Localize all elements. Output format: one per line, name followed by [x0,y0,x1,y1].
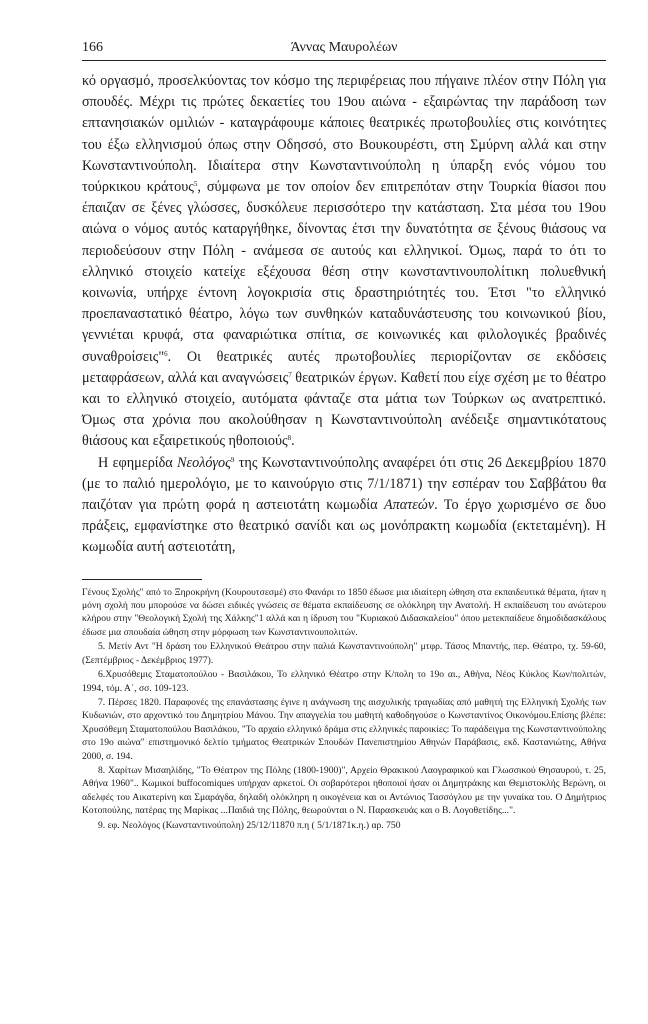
footnote-divider [82,579,202,580]
body-text-segment: της Κωνσταντινούπολης αναφέρει ότι στις 26 Δεκεμβρίου 1870 (με το παλιό ημερολόγιο, με το καινούργιο στις 7/1/1871) την εσπέραν του Σαββάτου θα παιζόταν για πρώτη φορά η αστειοτάτη κωμωδία [82,454,606,514]
footnote-9: 9. εφ. Νεολόγος (Κωνσταντινούπολη) 25/12/11870 π.η ( 5/1/1871κ.η.) αρ. 750 [98,819,401,831]
page-number: 166 [82,40,103,55]
footnote-ref-7[interactable]: 7 [288,370,292,379]
footnote-7: 7. Πέρσες 1820. Παραφονές της επανάστασης έγινε η ανάγνωση της αισχυλικής τραγωδίας από μαθητή της Ελληνική Σχολής των Κυδωνιών, στο αρχοντικό του Δημητρίου Μάνου. Την απαγγελία του μαθητή καθοδηγούσε ο Κωνσταντίνος Οικονόμου.Επίσης βλέπε: Χρυσόθεμη Σταματοπούλου Βασιλάκου, "Το αρχαίο ελληνικό δράμα στις ελληνικές παροικίες: Το παράδειγμα της Κωνσταντινούπολης στο 19ο αιώνα" επιστημονικό δελτίο τμήματος Θεατρικών Σπουδών Πανεπιστημίου Αθηνών Παράβασις, εκδ. Καστανιώτης, Αθήνα 2000, σ. 194. [82,696,606,762]
play-title: Απατεών [383,497,435,514]
footnote-ref-8[interactable]: 8 [287,434,292,443]
footnote-5: 5. Μετίν Αντ "Η δράση του Ελληνικού Θεάτρου στην παλιά Κωνσταντινούπολη" μτφρ. Τάσος Μπαντής, περ. Θέατρο, τχ. 59-60, (Σεπτέμβριος - Δεκέμβριος 1977). [82,641,606,666]
body-text-segment: κό οργασμό, προσελκύοντας τον κόσμο της περιφέρειας που πήγαινε πλέον στην Πόλη για σπουδές. Μέχρι τις πρώτες δεκαετίες του 19ου αιώνα - εξαιρώντας την παράδοση των επτανησιακών ομιλιών - καταγράφουμε κάποιες θεατρικές πρωτοβουλίες στις κοινότητες του έξω ελληνισμού όπως στην Οδησσό, στο Βουκουρέστι, στη Σμύρνη αλλά και στην Κωνσταντινούπολη. Ιδιαίτερα στην Κωνσταντινούπολη η ύπαρξη ενός νόμου του τούρκικου κράτους [82,73,606,196]
page [82,40,606,833]
body-text-segment: . Το έργο χωρισμένο σε δυο πράξεις, εμφανίστηκε στο θεατρικό σανίδι και ως μονόπρακτη κωμωδία (εκτεταμένη). Η κωμωδία αυτή αστειοτάτη, [82,497,606,556]
body-text-segment: Η εφημερίδα [98,454,178,471]
running-head [82,40,606,61]
body-text-segment: . Οι θεατρικές αυτές πρωτοβουλίες περιορίζονταν σε εκδόσεις μεταφράσεων, αλλά και αναγνώσεις [82,348,606,386]
footnote-ref-6[interactable]: 6 [164,349,168,358]
footnote-8: 8. Χαρίτων Μισαηλίδης, "Το Θέατρον της Πόλης (1800-1900)", Αρχείο Θρακικού Λαογραφικού και Γλωσσικού Θησαυρού, τ. 25, Αθήνα 1960".. Κωμικοί buffocomiques υπήρχαν αρκετοί. Οι σοβαρότεροι ηθοποιοί ήσαν οι Δημητράκης και Θεμιστοκλής Βερώνη, οι αδελφές του Αικατερίνη και Σμαράγδα, δηλαδή ολόκληρη η οικογένεια και οι Αντώνιος Τασσόγλου με την γυναίκα του. Ο Δημήτριος Κοτοπούλης, πατέρας της Μαρίκας ...Παιδιά της Πόλης, θεωρούνται ο Ν. Παρασκευάς και ο Β. Λογοθετίδης...". [82,764,606,817]
body-text-segment: θεατρικών έργων. Καθετί που είχε σχέση με το θέατρο και το ελληνικό στοιχείο, αυτόματα φάνταζε στα μάτια των Τούρκων ως ανατρεπτικό. Όμως στα χρόνια που ακολούθησαν η Κωνσταντινούπολη ανέδειξε σημαντικότατους θιάσους και εξαιρετικούς ηθοποιούς [82,369,606,450]
body-paragraph-1 [82,71,606,453]
running-title: Άννας Μαυρολέων [290,40,398,55]
footnote-ref-5[interactable]: 5 [193,180,198,189]
footnote-ref-9[interactable]: 9 [230,455,235,464]
body-text [82,71,606,559]
body-paragraph-2 [82,453,606,559]
footnote-6: 6.Χρυσόθεμις Σταματοπούλου - Βασιλάκου, Το ελληνικό Θέατρο στην Κ/πολη το 19ο αι., Αθήνα, Νέος Κύκλος Κων/πολιτών, 1994, τόμ. Α΄, σσ. 109-123. [82,669,606,694]
body-text-segment: , σύμφωνα με τον οποίον δεν επιτρεπόταν στην Τουρκία θίασοι που έπαιζαν σε ξένες γλώσσες, δυσκόλευε περισσότερο την κατάσταση. Στα μέσα του 19ου αιώνα ο νόμος αυτός καταργήθηκε, δίνοντας έτσι την δυνατότητα σε ξένους θιάσους να περιοδεύσουν στην Πόλη - ανάμεσα σε αυτούς και ελληνικοί. Όμως, παρά το ότι το ελληνικό στοιχείο κατείχε εξέχουσα θέση στην κωνσταντινουπολίτικη πολυεθνική κοινωνία, υπήρχε έντονη λογοκρισία στις δραστηριότητές του. Έτσι "το ελληνικό προεπαναστατικό θέατρο, λόγω των συνθηκών καταδυνάστευσης του κοινωνικού βίου, γεννιέται κρυφά, στα φαναριώτικα σπίτια, σε κοινωνικές και φιλολογικές βραδινές συναθροίσεις" [82,179,606,365]
footnotes [82,586,606,832]
newspaper-title: Νεολόγος [177,454,231,471]
body-text-segment: . [291,433,295,450]
footnote-4-continued: Γένους Σχολής" από το Ξηροκρήνη (Κουρουτσεσμέ) στο Φανάρι το 1850 έδωσε μια ιδιαίτερη ώθηση στα εκπαιδευτικά θέματα, ήταν η μόνη σχολή που μπορούσε να δώσει ειδικές γνώσεις σε θέματα εκπαίδευσης σε ολόκληρη την Ανατολή. Η εκπαίδευση του ανώτερου κλήρου στην "Θεολογική Σχολή της Χάλκης"1 αλλά και η ίδρυση του "Κυριακού Διδασκαλείου" όπου μετεκπαίδευε δημοδιδασκάλους έδωσε μια σπουδαία ώθηση στην μόρφωση των Κωνσταντινουπολιτών. [82,586,606,638]
